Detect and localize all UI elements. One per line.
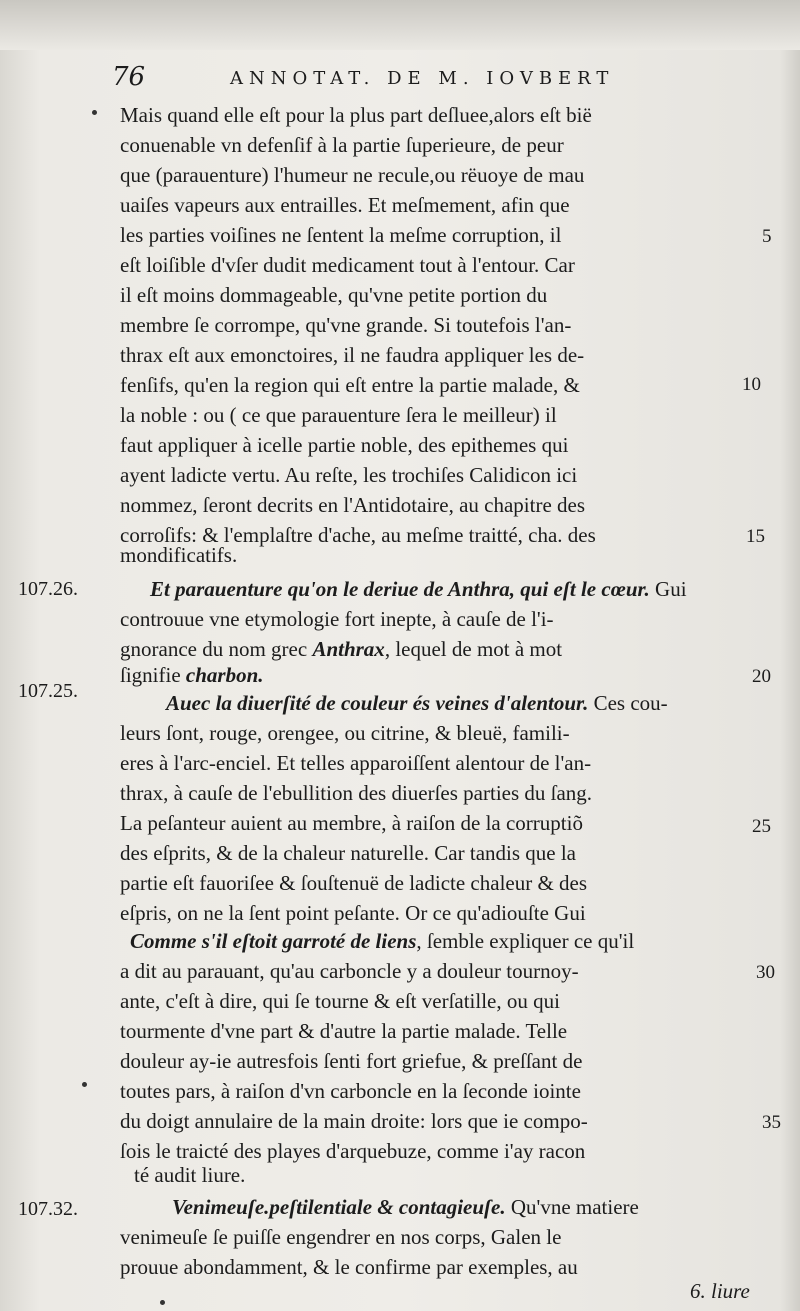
text-line: ante, c'eſt à dire, qui ſe tourne & eſt verſatille, ou qui <box>120 989 560 1013</box>
text-fragment: Gui <box>649 577 687 601</box>
text-line: ſois le traicté des playes d'arquebuze, comme i'ay racon <box>120 1139 586 1163</box>
text-fragment: Qu'vne matiere <box>505 1195 639 1219</box>
text-line: thrax eſt aux emonctoires, il ne faudra appliquer les de- <box>120 343 585 367</box>
text-fragment: , ſemble expliquer ce qu'il <box>416 929 635 953</box>
text-line: fenſifs, qu'en la region qui eſt entre la partie malade, & <box>120 373 580 397</box>
text-line: membre ſe corrompe, qu'vne grande. Si toutefois l'an- <box>120 313 572 337</box>
catchword: 6. liure <box>690 1279 750 1303</box>
text-line: nommez, ſeront decrits en l'Antidotaire, au chapitre des <box>120 493 586 517</box>
text-line: faut appliquer à icelle partie noble, des epithemes qui <box>120 433 569 457</box>
text-line: controuue vne etymologie fort inepte, à cauſe de l'i- <box>120 607 554 631</box>
margin-reference: 107.32. <box>18 1198 78 1220</box>
line-number: 5 <box>762 226 772 247</box>
text-line: toutes pars, à raiſon d'vn carboncle en la ſeconde iointe <box>120 1079 581 1103</box>
text-line: Mais quand elle eſt pour la plus part deſluee,alors eſt bië <box>120 103 592 127</box>
text-line: a dit au parauant, qu'au carboncle y a douleur tournoy- <box>120 959 579 983</box>
text-line: eſpris, on ne la ſent point peſante. Or ce qu'adiouſte Gui <box>120 901 586 925</box>
running-header <box>112 62 732 96</box>
line-number: 15 <box>746 526 765 547</box>
line-number: 35 <box>762 1112 781 1133</box>
lemma: Venimeuſe.peſtilentiale & contagieuſe. <box>172 1195 506 1219</box>
lemma: Et parauenture qu'on le deriue de Anthra, qui eſt le cœur. <box>150 577 650 601</box>
annotation-lemma-line <box>166 688 668 718</box>
page-edge-shadow <box>0 0 800 50</box>
text-line <box>120 660 264 690</box>
text-line: eres à l'arc-enciel. Et telles apparoiſſent alentour de l'an- <box>120 751 592 775</box>
text-line: partie eſt fauoriſee & ſouſtenuë de ladicte chaleur & des <box>120 871 588 895</box>
ink-speck <box>160 1300 165 1305</box>
lemma: Comme s'il eſtoit garroté de liens <box>130 929 417 953</box>
text-line: que (parauenture) l'humeur ne recule,ou rëuoye de mau <box>120 163 585 187</box>
ink-speck <box>82 1082 87 1087</box>
text-line: du doigt annulaire de la main droite: lors que ie compo- <box>120 1109 588 1133</box>
annotation-lemma-line <box>130 926 634 956</box>
text-line: uaiſes vapeurs aux entrailles. Et meſmement, afin que <box>120 193 570 217</box>
text-line: des eſprits, & de la chaleur naturelle. Car tandis que la <box>120 841 577 865</box>
text-line: la noble : ou ( ce que parauenture ſera le meilleur) il <box>120 403 557 427</box>
text-line: les parties voiſines ne ſentent la meſme corruption, il <box>120 223 562 247</box>
line-number: 10 <box>742 374 761 395</box>
line-number: 30 <box>756 962 775 983</box>
text-line: thrax, à cauſe de l'ebullition des diuerſes parties du ſang. <box>120 781 593 805</box>
text-line: prouue abondamment, & le confirme par exemples, au <box>120 1255 578 1279</box>
line-number: 20 <box>752 666 771 687</box>
text-line: corroſifs: & l'emplaſtre d'ache, au meſme traitté, cha. des <box>120 523 596 547</box>
page-number: 76 <box>112 62 146 92</box>
text-line: tourmente d'vne part & d'autre la partie malade. Telle <box>120 1019 568 1043</box>
annotation-lemma-line <box>150 574 687 604</box>
greek-term: Anthrax <box>312 637 385 661</box>
text-line: venimeuſe ſe puiſſe engendrer en nos corps, Galen le <box>120 1225 562 1249</box>
margin-reference: 107.26. <box>18 578 78 600</box>
text-line: conuenable vn defenſif à la partie ſuperieure, de peur <box>120 133 564 157</box>
text-line: douleur ay-ie autresfois ſenti fort griefue, & preſſant de <box>120 1049 583 1073</box>
lemma: Auec la diuerſité de couleur és veines d'alentour. <box>166 691 589 715</box>
text-line: mondificatifs. <box>120 543 238 567</box>
text-line: leurs ſont, rouge, orengee, ou citrine, & bleuë, famili- <box>120 721 570 745</box>
margin-reference: 107.25. <box>18 680 78 702</box>
ink-speck <box>92 110 97 115</box>
text-fragment: ſignifie <box>120 663 181 687</box>
text-line: il eſt moins dommageable, qu'vne petite portion du <box>120 283 548 307</box>
text-fragment: gnorance du nom grec <box>120 637 308 661</box>
text-fragment: , lequel de mot à mot <box>384 637 563 661</box>
text-fragment: Ces cou- <box>588 691 668 715</box>
text-line: La peſanteur auient au membre, à raiſon de la corruptiõ <box>120 811 583 835</box>
text-line: eſt loiſible d'vſer dudit medicament tout à l'entour. Car <box>120 253 575 277</box>
term-charbon: charbon. <box>185 663 264 687</box>
text-line: té audit liure. <box>134 1163 246 1187</box>
line-number: 25 <box>752 816 771 837</box>
annotation-lemma-line <box>172 1192 639 1222</box>
running-title: ANNOTAT. DE M. IOVBERT <box>230 68 615 89</box>
text-line: ayent ladicte vertu. Au reſte, les trochiſes Calidicon ici <box>120 463 578 487</box>
